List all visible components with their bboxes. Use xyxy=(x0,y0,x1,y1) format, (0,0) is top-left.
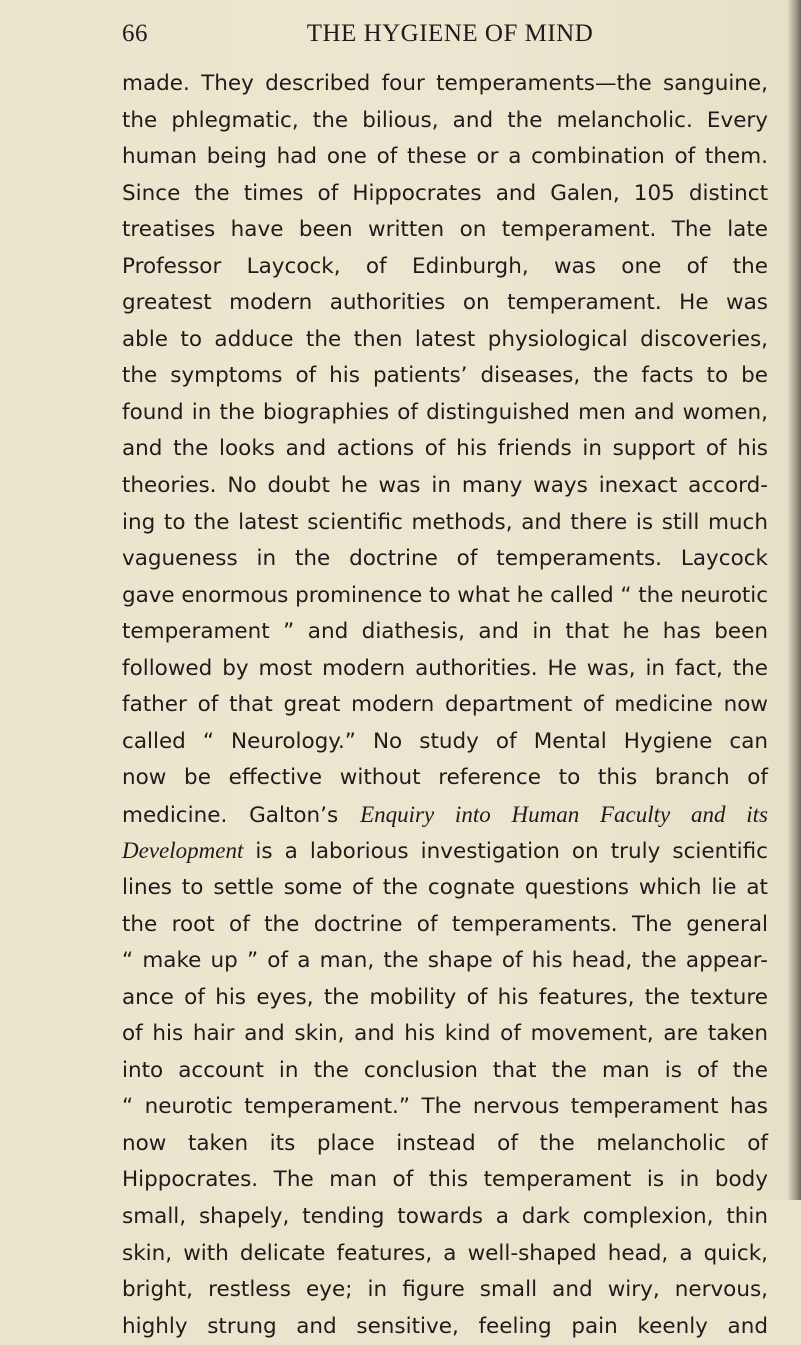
text-line: temperament ” and diathesis, and in that he has been xyxy=(122,619,768,645)
text-line: “ neurotic temperament.” The nervous temperament has xyxy=(122,1094,768,1120)
text-line: found in the biographies of distinguished men and women, xyxy=(122,399,768,425)
page-number: 66 xyxy=(122,20,148,47)
text-line xyxy=(122,797,768,834)
running-title: THE HYGIENE OF MIND xyxy=(306,20,594,47)
text-line: highly strung and sensitive, feeling pain keenly and xyxy=(122,1313,768,1339)
text-line: and the looks and actions of his friends in support of his xyxy=(122,436,768,462)
text-line: followed by most modern authorities. He was, in fact, the xyxy=(122,655,768,681)
text-line: skin, with delicate features, a well-shaped head, a quick, xyxy=(122,1240,768,1266)
text-segment: medicine. Galton’s xyxy=(122,802,361,828)
text-line: of his hair and skin, and his kind of movement, are taken xyxy=(122,1021,768,1047)
italic-title-segment: Development xyxy=(122,838,244,864)
page-edge-shadow xyxy=(787,0,801,1200)
text-line: ing to the latest scientific methods, and there is still much xyxy=(122,509,768,535)
text-line xyxy=(122,833,768,870)
text-line: bright, restless eye; in figure small and wiry, nervous, xyxy=(122,1277,768,1303)
text-line: greatest modern authorities on temperament. He was xyxy=(122,290,768,316)
text-line: gave enormous prominence to what he called “ the neurotic xyxy=(122,582,768,608)
text-segment: is a laborious investigation on truly scientific xyxy=(243,839,768,865)
text-line: the root of the doctrine of temperaments. The general xyxy=(122,911,768,937)
text-line: small, shapely, tending towards a dark complexion, thin xyxy=(122,1203,768,1229)
text-line: “ make up ” of a man, the shape of his head, the appear- xyxy=(122,948,768,974)
text-line: made. They described four temperaments—the sanguine, xyxy=(122,71,768,96)
text-line: the symptoms of his patients’ diseases, the facts to be xyxy=(122,363,768,389)
text-line: into account in the conclusion that the man is of the xyxy=(122,1057,768,1083)
text-line: able to adduce the then latest physiological discoveries, xyxy=(122,326,768,352)
text-line: the phlegmatic, the bilious, and the melancholic. Every xyxy=(122,107,768,133)
text-line: treatises have been written on temperament. The late xyxy=(122,217,768,243)
text-line: human being had one of these or a combination of them. xyxy=(122,144,768,170)
running-head xyxy=(122,20,778,54)
text-line: now taken its place instead of the melancholic of xyxy=(122,1130,768,1156)
text-line: lines to settle some of the cognate questions which lie at xyxy=(122,875,768,901)
text-line: vagueness in the doctrine of temperaments. Laycock xyxy=(122,546,768,572)
text-line: Hippocrates. The man of this temperament is in body xyxy=(122,1167,768,1193)
text-line: Professor Laycock, of Edinburgh, was one of the xyxy=(122,253,768,279)
text-line: Since the times of Hippocrates and Galen, 105 distinct xyxy=(122,180,768,206)
text-line: now be effective without reference to this branch of xyxy=(122,765,768,791)
italic-title-segment: Enquiry into Human Faculty and its xyxy=(360,801,769,827)
text-line: father of that great modern department of medicine now xyxy=(122,692,768,718)
text-line: called “ Neurology.” No study of Mental Hygiene can xyxy=(122,728,768,754)
text-line: theories. No doubt he was in many ways inexact accord- xyxy=(122,473,768,499)
text-line: ance of his eyes, the mobility of his features, the texture xyxy=(122,984,768,1010)
body-text xyxy=(122,66,768,1345)
